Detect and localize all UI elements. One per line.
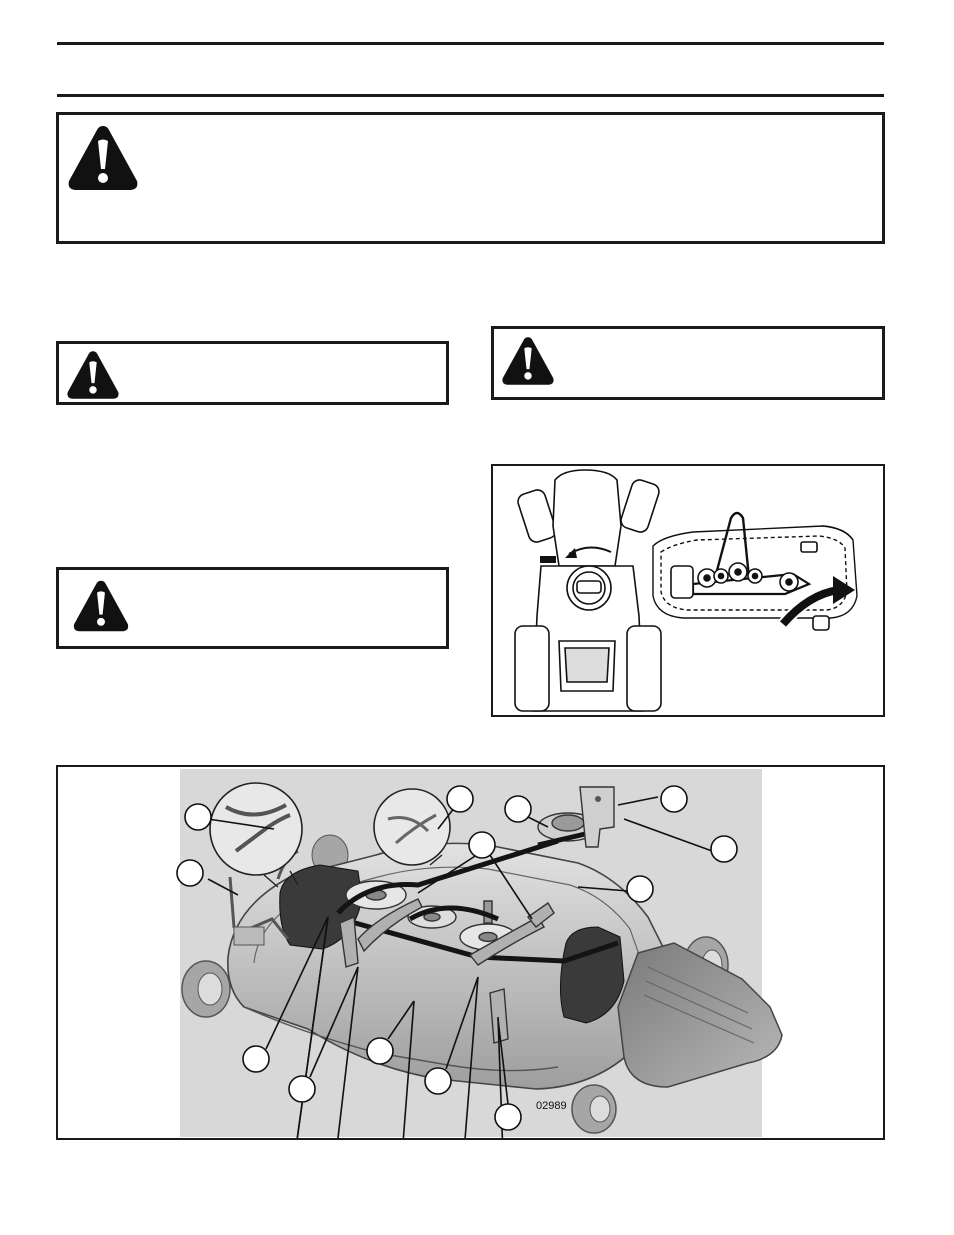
figure-mower-deck (56, 765, 885, 1140)
header-rule-top (57, 42, 884, 45)
tractor-deck-illustration (493, 466, 883, 715)
callout-circle (469, 832, 495, 858)
callout-circle (505, 796, 531, 822)
warning-triangle-icon (64, 349, 122, 401)
warning-triangle-icon (65, 123, 141, 193)
figure-code: 02989 (536, 1100, 567, 1112)
figure-tractor-deck-removal (491, 464, 885, 717)
callout-circle (243, 1046, 269, 1072)
callout-circle (289, 1076, 315, 1102)
callout-circle (627, 876, 653, 902)
callout-circle (447, 786, 473, 812)
warning-box-left-2 (56, 567, 449, 649)
callout-circle (185, 804, 211, 830)
warning-box-main (56, 112, 885, 244)
warning-box-left-1 (56, 341, 449, 405)
warning-box-right (491, 326, 885, 400)
callout-circle (495, 1104, 521, 1130)
callout-circle (661, 786, 687, 812)
callout-circle (711, 836, 737, 862)
callout-circle (367, 1038, 393, 1064)
callout-circle (425, 1068, 451, 1094)
callout-circles (58, 767, 883, 1138)
warning-triangle-icon (499, 335, 557, 387)
header-rule-bottom (57, 94, 884, 97)
warning-triangle-icon (71, 578, 131, 634)
callout-circle (177, 860, 203, 886)
